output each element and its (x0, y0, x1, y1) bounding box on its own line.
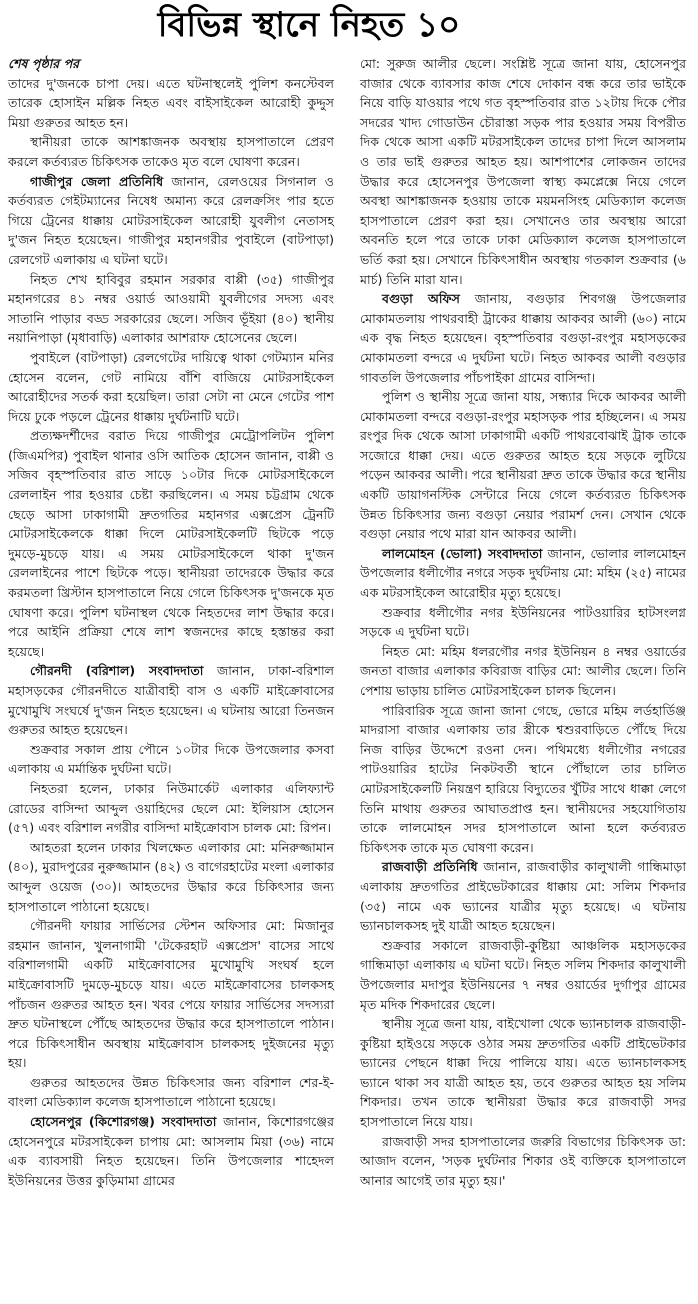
paragraph-text: শুক্রবার সকালে রাজবাড়ী-কুষ্টিয়া আঞ্চলিক মহাসড়কের গান্ধিমাড়া এলাকায় এ ঘটনা ঘটে। নিহত সলিম শিকদার কালুখালী উপজেলার মদাপুর ইউনিয়নের ৭ নম্বর ওয়ার্ডের দুর্গাপুর গ্রামের মৃত মদিক শিকদারের ছেলে। (360, 937, 686, 1012)
paragraph-text: নিহত মো: মহিম ধলরগৌর নগর ইউনিয়ন ৪ নম্বর ওয়ার্ডের জনতা বাজার এলাকার কবিরাজ বাড়ির মো: আলীর ছেলে। তিনি পেশায় ভাড়ায় চালিত মোটরসাইকেল চালক ছিলেন। (360, 643, 686, 698)
paragraph-text: তাদের দু'জনকে চাপা দেয়। এতে ঘটনাস্থলেই পুলিশ কনস্টেবল তারেক হোসাইন মল্লিক নিহত এবং বাইসাইকেল আরোহী কুদ্দুস মিয়া গুরুতর আহত হন। (8, 75, 334, 130)
left-paragraphs (8, 74, 334, 1191)
paragraph-text: জানান, রাজবাড়ীর কালুখালী গান্ধিমাড়া এলাকায় দ্রুতগতির প্রাইভেটকারের ধাক্কায় মো: সলিম শিকদার (৩৫) নামে এক ভ্যানের যাত্রীর মৃত্যু হয়েছে। এ ঘটনায় ভ্যানচালকসহ দুই যাত্রী আহত হয়েছেন। (360, 859, 686, 934)
paragraph-text: পারিবারিক সূত্রে জানা জানা গেছে, ভোরে মহিম লর্ডহার্ডিঞ্জ মাদরাসা বাজার এলাকায় তার স্ত্রীকে শ্বশুরবাড়িতে পৌঁছে দিয়ে নিজ বাড়ির উদ্দেশে রওনা দেন। পথিমধ্যে ধলীগৌর নগরের পাটওয়ারির হাটের নিকটবর্তী স্থানে পৌঁছালে তার চালিত মোটরসাইকেলটি নিয়ন্ত্রণ হারিয়ে বিদ্যুতের খুঁটির সাথে ধাক্কা লেগে তিনি মাথায় গুরুতর আঘাতপ্রাপ্ত হন। স্থানীয়দের সহযোগিতায় তাকে লালমোহন সদর হাসপাতালে আনা হলে কর্তব্যরত চিকিৎসক তাকে মৃত ঘোষণা করেন। (360, 702, 686, 855)
article-paragraph (360, 544, 686, 603)
article-paragraph (360, 1014, 686, 1132)
article-paragraph (360, 387, 686, 544)
right-column (360, 54, 686, 1190)
paragraph-text: জানান, ভোলার লালমোহন উপজেলার ধলীগৌর নগরে সড়ক দুর্ঘটনায় মো: মহিম (২৫) নামের এক মটরসাইকেল আরোহীর মৃত্যু হয়েছে। (360, 545, 686, 601)
article-paragraph (8, 74, 334, 133)
article-paragraph (360, 289, 686, 387)
paragraph-text: মো: সুরুজ আলীর ছেলে। সংশ্লিষ্ট সূত্রে জানা যায়, হোসেনপুর বাজার থেকে ব্যাবসার কাজ শেষে দোকান বন্ধ করে তার ভাইকে নিয়ে বাড়ি যাওয়ার পথে গত বৃহস্পতিবার রাত ১২টায় দিকে পৌর সদরের খাদ্য গোডাউন চৌরাস্তা সড়ক পার হওয়ার সময় বিপরীত দিক থেকে আসা একটি মটরসাইকেল তাদের চাপা দিলে আসলাম ও তার ভাই গুরুতর আহত হয়। আশপাশের লোকজন তাদের উদ্ধার করে হোসেনপুর উপজেলা স্বাস্থ্য কমপ্লেক্সে নিয়ে গেলে অবস্থা আশঙ্কাজনক হওয়ায় তাকে ময়মনসিংহ মেডিক্যাল কলেজ হাসপাতালে প্রেরণ করা হয়। সেখানেও তার অবস্থায় আরো অবনতি হলে পরে তাকে ঢাকা মেডিক্যাল কলেজ হাসপাতালে ভর্তি করা হয়। সেখানে চিকিৎসাধীন অবস্থায় গতকাল শুক্রবার (৬ মার্চ) তিনি মারা যান। (360, 56, 686, 287)
article-paragraph (360, 642, 686, 701)
headline-text: বিভিন্ন স্থানে নিহত ১০ (157, 5, 461, 45)
dateline-lead: রাজবাড়ী প্রতিনিধি (382, 859, 478, 875)
paragraph-text: গৌরনদী ফায়ার সার্ভিসের স্টেশন অফিসার মো: মিজানুর রহমান জানান, খুলনাগামী 'টেকেরহাট এক্সপ্রেস' বাসের সাথে বরিশালগামী একটি মাইক্রোবাসের মুখোমুখি সংঘর্ষ হলে মাইক্রোবাসটি দুমড়ে-মুচড়ে যায়। এতে মাইক্রোবাসের চালকসহ পাঁচজন গুরুতর আহত হন। খবর পেয়ে ফায়ার সার্ভিসের সদস্যরা দ্রুত ঘটনাস্থলে পৌঁছে আহতদের উদ্ধার করে হাসপাতালে পাঠান। পরে চিকিৎসাধীন অবস্থায় মাইক্রোবাস চালকসহ দুইজনের মৃত্যু হয়। (8, 918, 334, 1071)
headline (0, 2, 698, 48)
article-paragraph (8, 661, 334, 739)
article-paragraph (360, 857, 686, 935)
article-paragraph (360, 603, 686, 642)
paragraph-text: শুক্রবার সকাল প্রায় পৌনে ১০টার দিকে উপজেলার কসবা এলাকায় এ মর্মান্তিক দুর্ঘটনা ঘটে। (8, 741, 334, 777)
dateline-lead: হোসেনপুর (কিশোরগঞ্জ) সংবাদদাতা (30, 1114, 217, 1130)
left-column (8, 54, 334, 1190)
dateline-lead: গাজীপুর জেলা প্রতিনিধি (30, 173, 164, 189)
article-paragraph (8, 1112, 334, 1190)
article-paragraph (8, 1073, 334, 1112)
dateline-lead: লালমোহন (ভোলা) সংবাদদাতা (382, 545, 543, 561)
paragraph-text: জানায়, বগুড়ার শিবগঞ্জ উপজেলার মোকামতলায় পাথরবাহী ট্রাকের ধাক্কায় আকবর আলী (৬০) নামে এক বৃদ্ধ নিহত হয়েছেন। বৃহস্পতিবার বগুড়া-রংপুর মহাসড়কের মোকামতলা বন্দরে এ দুর্ঘটনা ঘটে। নিহত আকবর আলী বগুড়ার গাবতলি উপজেলার পাঁচপাইকা গ্রামের বাসিন্দা। (360, 291, 686, 385)
paragraph-text: জানান, কিশোরগঞ্জের হোসেনপুরে মটরসাইকেল চাপায় মো: আসলাম মিয়া (৩৬) নামে এক ব্যাবসায়ী নিহত হয়েছেন। তিনি উপজেলার শাহেদল ইউনিয়নের উত্তর কুড়িমামা গ্রামের (8, 1114, 334, 1188)
article-paragraph (8, 132, 334, 171)
right-paragraphs (360, 54, 686, 1190)
paragraph-text: গুরুতর আহতদের উন্নত চিকিৎসার জন্য বরিশাল শের-ই-বাংলা মেডিক্যাল কলেজ হাসপাতালে পাঠানো হয়েছে। (8, 1074, 334, 1110)
article-paragraph (8, 426, 334, 661)
dateline-lead: বগুড়া অফিস (382, 291, 460, 307)
paragraph-text: স্থানীয়রা তাকে আশঙ্কাজনক অবস্থায় হাসপাতালে প্রেরণ করলে কর্তব্যরত চিকিৎসক তাকেও মৃত বলে ঘোষণা করেন। (8, 134, 334, 169)
paragraph-text: রাজবাড়ী সদর হাসপাতালের জরুরি বিভাগের চিকিৎসক ডা: আজাদ বলেন, 'সড়ক দুর্ঘটনার শিকার ওই ব্যক্তিকে হাসপাতালে আনার আগেই তার মৃত্যু হয়।' (360, 1133, 686, 1188)
article-paragraph (360, 936, 686, 1014)
article-paragraph (8, 838, 334, 916)
paragraph-text: নিহতরা হলেন, ঢাকার নিউমার্কেট এলাকার এলিফ্যান্ট রোডের বাসিন্দা আব্দুল ওয়াহিদের ছেলে মো: ইলিয়াস হোসেন (৫৭) এবং বরিশাল নগরীর বাসিন্দা মাইক্রোবাস চালক মো: রিপন। (8, 780, 334, 836)
paragraph-text: আহতরা হলেন ঢাকার খিলক্ষেত এলাকার মো: মনিরুজ্জামান (৪০), মুরাদপুরের নুরুজ্জামান (৪২) ও বাগেরহাটের মংলা এলাকার আব্দুল ওয়েজ (৩০)। আহতদের উদ্ধার করে চিকিৎসার জন্য হাসপাতালে পাঠানো হয়েছে। (8, 839, 334, 914)
article-paragraph (360, 1132, 686, 1191)
article-paragraph (8, 270, 334, 348)
article-paragraph (8, 740, 334, 779)
paragraph-text: জানান, ঢাকা-বরিশাল মহাসড়কের গৌরনদীতে যাত্রীবাহী বাস ও একটি মাইক্রোবাসের মুখোমুখি সংঘর্ষে দু'জন নিহত হয়েছেন। এ ঘটনায় আরো তিনজন গুরুতর আহত হয়েছেন। (8, 663, 334, 738)
article-paragraph (8, 779, 334, 838)
article-paragraph (8, 916, 334, 1073)
paragraph-text: প্রত্যক্ষদর্শীদের বরাত দিয়ে গাজীপুর মেট্রোপলিটন পুলিশ (জিএমপির) পুবাইল থানার ওসি আতিক হোসেন জানান, বাপ্পী ও সজিব বৃহস্পতিবার রাত সাড়ে ১০টার দিকে মোটরসাইকেলে রেললাইন পার হওয়ার চেষ্টা করছিলেন। এ সময় চট্টগ্রাম থেকে ছেড়ে আসা ঢাকাগামী দ্রুতগতির মহানগর এক্সপ্রেস ট্রেনটি মোটরসাইকেলকে ধাক্কা দিলে মোটরসাইকেলটি ছিটকে পড়ে দুমড়ে-মুচড়ে যায়। এ সময় মোটরসাইকেলে থাকা দু'জন রেললাইনের পাশে ছিটকে পড়ে। স্থানীয়রা তাদেরকে উদ্ধার করে করমতলা খ্রিস্টান হাসপাতালে নিয়ে গেলে চিকিৎসক দু'জনকে মৃত ঘোষণা করে। পুলিশ ঘটনাস্থল থেকে নিহতদের লাশ উদ্ধার করে। পরে আইনি প্রক্রিয়া শেষে লাশ স্বজনদের কাছে হস্তান্তর করা হয়েছে। (8, 428, 334, 659)
dateline-lead: গৌরনদী (বরিশাল) সংবাদদাতা (30, 663, 204, 679)
paragraph-text: পুবাইলে (বাটপাড়া) রেলগেটের দায়িত্বে থাকা গেটম্যান মনির হোসেন বলেন, গেট নামিয়ে বাঁশি বাজিয়ে মোটরসাইকেল আরোহীদের সতর্ক করা হয়েছিল। তারা সেটা না মেনে গেটের পাশ দিয়ে ঢুকে পড়লে ট্রেনের ধাক্কায় দুর্ঘটনাটি ঘটে। (8, 349, 334, 424)
article-paragraph (8, 172, 334, 270)
paragraph-text: শুক্রবার ধলীগৌর নগর ইউনিয়নের পাটওয়ারির হাটসংলগ্ন সড়কে এ দুর্ঘটনা ঘটে। (360, 604, 686, 640)
paragraph-text: পুলিশ ও স্থানীয় সূত্রে জানা যায়, সন্ধ্যার দিকে আকবর আলী মোকামতলা বন্দরে বগুড়া-রংপুর মহাসড়ক পার হচ্ছিলেন। এ সময় রংপুর দিক থেকে আসা ঢাকাগামী একটি পাথরবোঝাই ট্রাক তাকে সজোরে ধাক্কা দেয়। এতে গুরুতর আহত হয়ে সড়কে লুটিয়ে পড়েন আকবর আলী। পরে স্থানীয়রা দ্রুত তাকে উদ্ধার করে স্থানীয় একটি ডায়াগনস্টিক সেন্টারে নিয়ে গেলে কর্তব্যরত চিকিৎসক উন্নত চিকিৎসার জন্য বগুড়া নেয়ার পরামর্শ দেন। সেখান থেকে বগুড়া নেয়ার পথে মারা যান আকবর আলী। (360, 389, 686, 542)
paragraph-text: স্থানীয় সূত্রে জনা যায়, বাইখোলা থেকে ভ্যানচালক রাজবাড়ী-কুষ্টিয়া হাইওয়ে সড়কে ওঠার সময় দ্রুতগতির একটি প্রাইভেটকার ভ্যানের পেছনে ধাক্কা দিয়ে পালিয়ে যায়। এতে ভ্যানচালকসহ ভ্যানে থাকা সব যাত্রী আহত হয়, তবে গুরুতর আহত হয় সলিম শিকদার। তখন তাকে স্থানীয়রা উদ্ধার করে রাজবাড়ী সদর হাসপাতালে নিয়ে যায়। (360, 1016, 686, 1130)
paragraph-text: জানান, রেলওয়ের সিগনাল ও কর্তব্যরত গেইটম্যানের নিষেধ অমান্য করে রেলক্রসিং পার হতে গিয়ে ট্রেনের ধাক্কায় মোটরসাইকেল আরোহী যুবলীগ নেতাসহ দু'জন নিহত হয়েছেন। গাজীপুর মহানগরীর পুবাইলে (বাটপাড়া) রেলগেট এলাকায় এ ঘটনা ঘটে। (8, 173, 335, 267)
continued-from-kicker: শেষ পৃষ্ঠার পর (8, 56, 80, 71)
article-paragraph (360, 54, 686, 289)
article-paragraph (8, 348, 334, 426)
article-paragraph (360, 701, 686, 858)
paragraph-text: নিহত শেখ হাবিবুর রহমান সরকার বাপ্পী (৩৫) গাজীপুর মহানগরের ৪১ নম্বর ওয়ার্ড আওয়ামী যুবলীগের সদস্য এবং সাতানি পাড়ার বড্ড সরকারের ছেলে। সজিব ভূঁইয়া (৪০) স্থানীয় নয়ানিপাড়া (মৃধাবাড়ি) এলাকার আশরাফ হোসেনের ছেলে। (8, 271, 334, 346)
